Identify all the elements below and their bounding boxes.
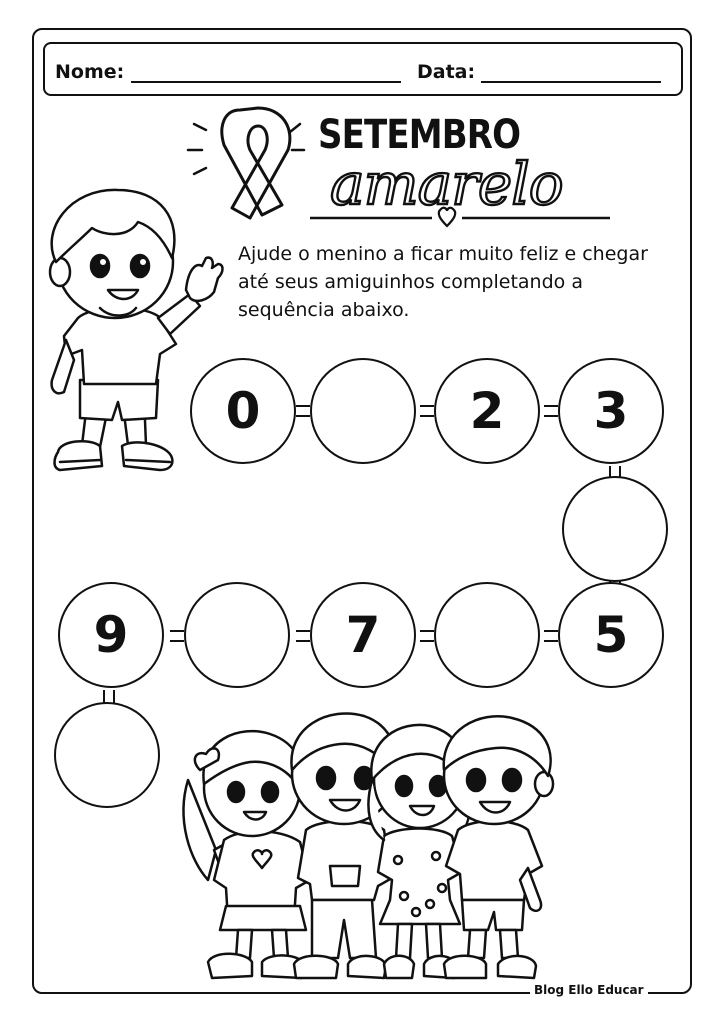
title-setembro: SETEMBRO [318,112,521,158]
awareness-ribbon-icon [222,108,290,218]
sequence-circle-blank[interactable] [184,582,290,688]
connector [420,405,434,417]
sequence-circle: 9 [58,582,164,688]
connector [420,630,434,642]
sequence-circle-blank[interactable] [562,476,668,582]
instructions-text: Ajude o menino a ficar muito feliz e chegar até seus amiguinhos completando a sequência abaixo. [238,243,648,321]
name-label: Nome: [55,61,125,83]
sequence-circle-blank[interactable] [434,582,540,688]
group-of-kids-illustration [184,713,553,978]
sequence-circle: 5 [558,582,664,688]
sequence-circle: 7 [310,582,416,688]
credit-text: Blog Ello Educar [530,983,648,997]
connector [170,630,184,642]
sequence-circle: 0 [190,358,296,464]
sequence-circle: 3 [558,358,664,464]
sequence-circle: 2 [434,358,540,464]
connector [296,405,310,417]
kid-boy-4 [444,716,553,978]
connector [544,630,558,642]
date-label: Data: [417,61,476,83]
sequence-circle-blank[interactable] [310,358,416,464]
connector [544,405,558,417]
title-amarelo: amarelo [330,150,563,218]
sequence-circle-blank[interactable] [54,702,160,808]
connector [296,630,310,642]
